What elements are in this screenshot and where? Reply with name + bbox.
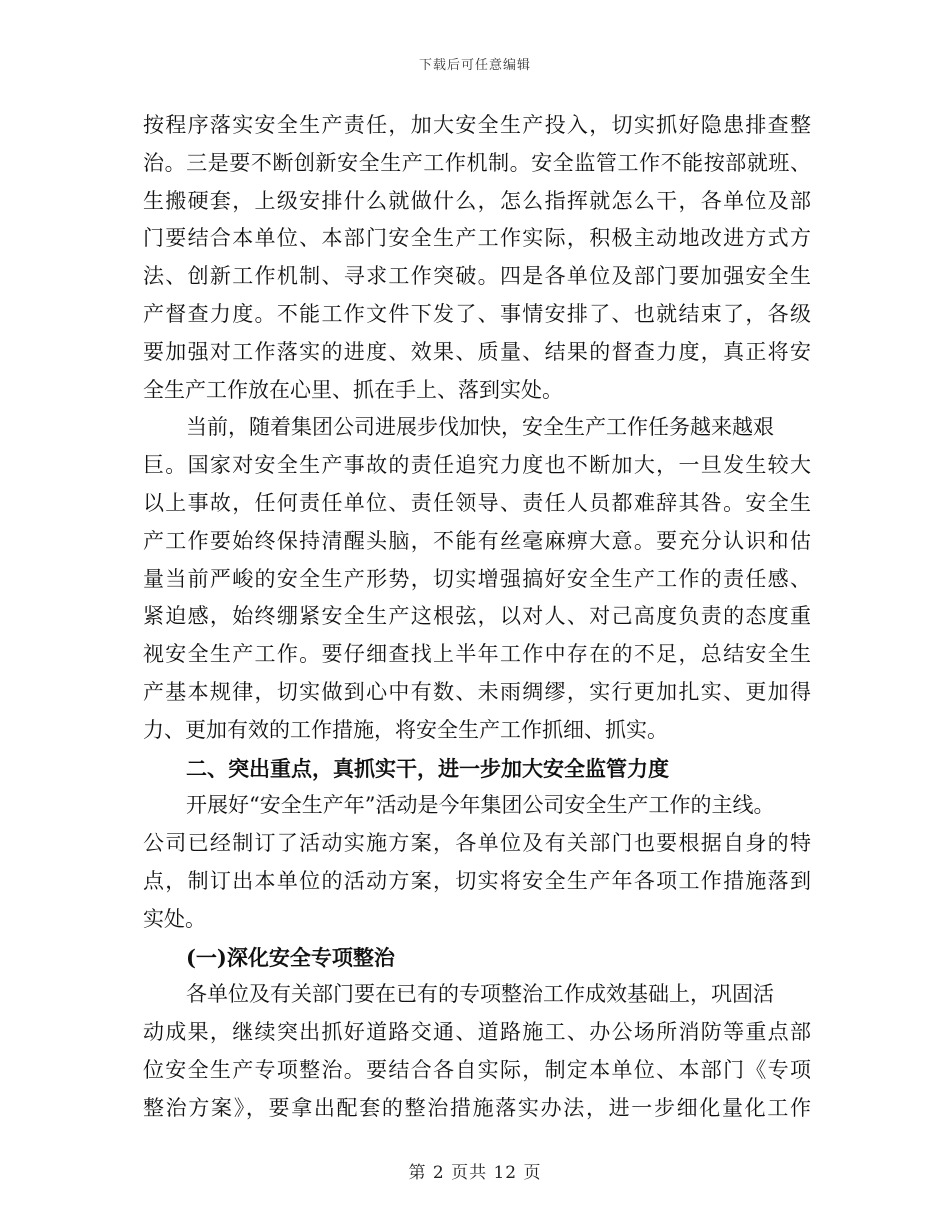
text-line: 视安全生产工作。要仔细查找上半年工作中存在的不足，总结安全生 xyxy=(143,642,811,667)
text-line: 按程序落实安全生产责任，加大安全生产投入，切实抓好隐患排查整 xyxy=(143,113,811,137)
text-line: 治。三是要不断创新安全生产工作机制。安全监管工作不能按部就班、 xyxy=(143,150,811,175)
subsection-heading: (一)深化安全专项整治 xyxy=(186,944,395,970)
text-line: 紧迫感，始终绷紧安全生产这根弦，以对人、对己高度负责的态度重 xyxy=(143,604,811,629)
text-line: 公司已经制订了活动实施方案，各单位及有关部门也要根据自身的特 xyxy=(143,831,811,856)
text-line: 要加强对工作落实的进度、效果、质量、结果的督查力度，真正将安 xyxy=(143,339,811,364)
text-line: 生搬硬套，上级安排什么就做什么，怎么指挥就怎么干，各单位及部 xyxy=(143,188,811,213)
text-line: 全生产工作放在心里、抓在手上、落到实处。 xyxy=(143,377,563,402)
text-line: 各单位及有关部门要在已有的专项整治工作成效基础上，巩固活 xyxy=(186,982,774,1007)
text-line: 产工作要始终保持清醒头脑，不能有丝毫麻痹大意。要充分认识和估 xyxy=(143,528,811,553)
text-line: 以上事故，任何责任单位、责任领导、责任人员都难辞其咎。安全生 xyxy=(143,490,811,515)
text-line: 动成果，继续突出抓好道路交通、道路施工、办公场所消防等重点部 xyxy=(143,1020,811,1045)
text-line: 实处。 xyxy=(143,906,206,931)
document-body xyxy=(143,107,811,1128)
text-line: 位安全生产专项整治。要结合各自实际，制定本单位、本部门《专项 xyxy=(143,1057,811,1082)
page-number: 第 2 页共 12 页 xyxy=(408,1163,542,1183)
text-line: 产基本规律，切实做到心中有数、未雨绸缪，实行更加扎实、更加得 xyxy=(143,679,811,704)
page-header-note: 下载后可任意编辑 xyxy=(418,58,531,73)
text-line: 门要结合本单位、本部门安全生产工作实际，积极主动地改进方式方 xyxy=(143,226,811,251)
text-line: 当前，随着集团公司进展步伐加快，安全生产工作任务越来越艰 xyxy=(186,415,774,440)
section-heading: 二、突出重点，真抓实干，进一步加大安全监管力度 xyxy=(186,755,669,781)
text-line: 整治方案》，要拿出配套的整治措施落实办法，进一步细化量化工作 xyxy=(143,1095,811,1120)
text-line: 产督查力度。不能工作文件下发了、事情安排了、也就结束了，各级 xyxy=(143,301,811,326)
text-line: 力、更加有效的工作措施，将安全生产工作抓细、抓实。 xyxy=(143,717,668,742)
text-line: 巨。国家对安全生产事故的责任追究力度也不断加大，一旦发生较大 xyxy=(143,453,811,478)
text-line: 点，制订出本单位的活动方案，切实将安全生产年各项工作措施落到 xyxy=(143,868,811,893)
text-line: 量当前严峻的安全生产形势，切实增强搞好安全生产工作的责任感、 xyxy=(143,566,811,591)
text-line: 开展好“安全生产年”活动是今年集团公司安全生产工作的主线。 xyxy=(186,793,775,818)
text-line: 法、创新工作机制、寻求工作突破。四是各单位及部门要加强安全生 xyxy=(143,264,811,289)
